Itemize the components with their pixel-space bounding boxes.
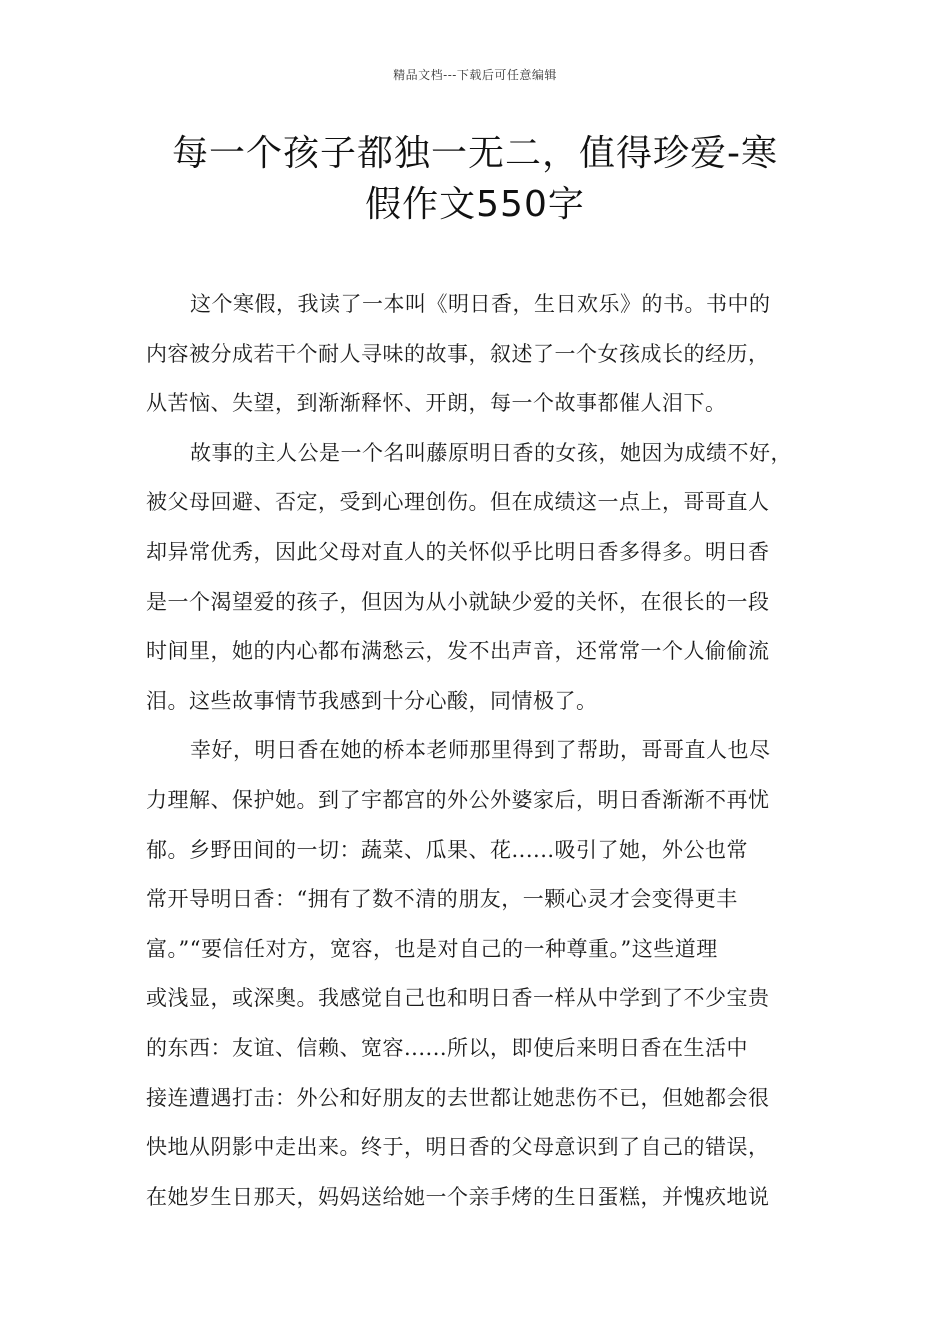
text-line: 故事的主人公是一个名叫藤原明日香的女孩，她因为成绩不好， <box>190 440 792 465</box>
text-line: 在她岁生日那天，妈妈送给她一个亲手烤的生日蛋糕，并愧疚地说 <box>146 1184 770 1209</box>
text-line: 或浅显，或深奥。我感觉自己也和明日香一样从中学到了不少宝贵 <box>146 986 770 1011</box>
text-line: 快地从阴影中走出来。终于，明日香的父母意识到了自己的错误， <box>146 1135 770 1160</box>
text-line: 是一个渴望爱的孩子，但因为从小就缺少爱的关怀，在很长的一段 <box>146 589 770 614</box>
text-line: 力理解、保护她。到了宇都宫的外公外婆家后，明日香渐渐不再忧 <box>146 787 770 812</box>
text-line: 常开导明日香：“拥有了数不清的朋友，一颗心灵才会变得更丰 <box>146 887 738 912</box>
text-line: 的东西：友谊、信赖、宽容......所以，即使后来明日香在生活中 <box>146 1035 749 1060</box>
text-line: 幸好，明日香在她的桥本老师那里得到了帮助，哥哥直人也尽 <box>190 738 771 763</box>
paragraph-2 <box>146 429 818 727</box>
text-line: 时间里，她的内心都布满愁云，发不出声音，还常常一个人偷偷流 <box>146 639 770 664</box>
document-title <box>120 128 830 230</box>
text-line: 被父母回避、否定，受到心理创伤。但在成绩这一点上，哥哥直人 <box>146 490 770 515</box>
title-line-2: 假作文550字 <box>365 184 585 225</box>
paragraph-3 <box>146 726 818 1222</box>
header-note: 精品文档---下载后可任意编辑 <box>393 68 557 82</box>
text-line: 内容被分成若干个耐人寻味的故事，叙述了一个女孩成长的经历， <box>146 341 770 366</box>
text-line: 泪。这些故事情节我感到十分心酸，同情极了。 <box>146 688 598 713</box>
paragraph-1 <box>146 280 818 429</box>
text-line: 从苦恼、失望，到渐渐释怀、开朗，每一个故事都催人泪下。 <box>146 391 727 416</box>
text-line: 郁。乡野田间的一切：蔬菜、瓜果、花......吸引了她，外公也常 <box>146 837 749 862</box>
article-body <box>146 280 818 1222</box>
text-line: 却异常优秀，因此父母对直人的关怀似乎比明日香多得多。明日香 <box>146 539 770 564</box>
title-line-1: 每一个孩子都独一无二，值得珍爱-寒 <box>172 133 778 174</box>
text-line: 富。”“要信任对方，宽容，也是对自己的一种尊重。”这些道理 <box>146 936 718 961</box>
text-line: 接连遭遇打击：外公和好朋友的去世都让她悲伤不已，但她都会很 <box>146 1085 770 1110</box>
text-line: 这个寒假，我读了一本叫《明日香，生日欢乐》的书。书中的 <box>190 292 771 316</box>
